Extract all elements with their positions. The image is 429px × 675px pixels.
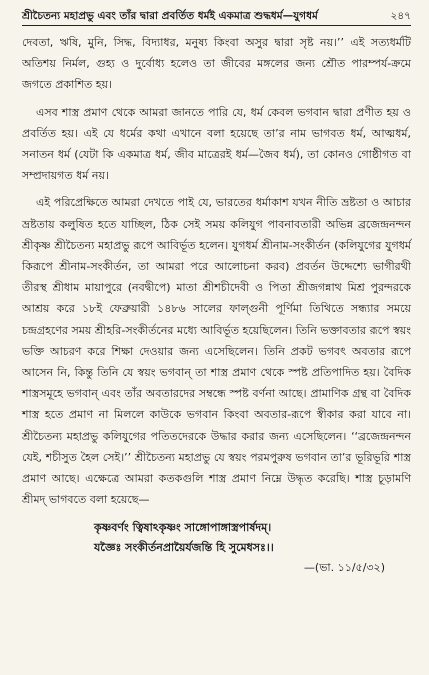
- chapter-title: শ্রীচৈতন্য মহাপ্রভু এবং তাঁর দ্বারা প্রবর্তিত ধর্মই একমাত্র শুদ্ধধর্ম—যুগধর্ম: [22, 10, 318, 22]
- running-header: [22, 8, 411, 24]
- paragraph-1: দেবতা, ঋষি, মুনি, সিদ্ধ, বিদ্যাধর, মনুষ্য কিংবা অসুর দ্বারা সৃষ্ট নয়।’’ এই সত্যধর্মটি অতিশয় নির্মল, গুহ্য ও দুর্বোধ্য হলেও তা জীবের মঙ্গলের জন্য শ্রৌত পারম্পর্য-ক্রমে জগতে প্রকাশিত হয়।: [22, 36, 411, 92]
- page-number: ২৪৭: [390, 10, 411, 22]
- paragraph-3: এই পরিপ্রেক্ষিতে আমরা দেখতে পাই যে, ভারতের ধর্মাকাশ যখন নীতি ভ্রষ্টতা ও আচার ভ্রষ্টতায় কলুষিত হতে যাচ্ছিল, ঠিক সেই সময় কলিযুগ পাবনাবতারী অভিন্ন ব্রজেন্দ্রনন্দন শ্রীকৃষ্ণ শ্রীচৈতন্য মহাপ্রভু রূপে আবির্ভূত হলেন। যুগধর্ম শ্রীনাম-সংকীর্তন (কলিযুগের যুগধর্ম কিরূপে শ্রীনাম-সংকীর্তন, তা আমরা পরে আলোচনা করব) প্রবর্তন উদ্দেশ্যে ভাগীরথী তীরস্থ শ্রীধাম মায়াপুরে (নবদ্বীপে) মাতা শ্রীশচীদেবী ও পিতা শ্রীজগন্নাথ মিশ্র পুরন্দরকে আশ্রয় করে ১৮ই ফেব্রুয়ারী ১৪৮৬ সালের ফাল্গুনী পূর্ণিমা তিথিতে সন্ধ্যার সময়ে চন্দ্রগ্রহণের সময় শ্রীহরি-সংকীর্তনের মধ্যে আবির্ভূত হয়েছিলেন। তিনি ভক্তাবতার রূপে স্বয়ং ভক্তি আচরণ করে শিক্ষা দেওয়ার জন্য এসেছিলেন। তিনি প্রকট ভগবৎ অবতার রূপে আসেন নি, কিন্তু তিনি যে স্বয়ং ভগবান্ তা শাস্ত্র প্রমাণ থেকে স্পষ্ট প্রতিপাদিত হয়। বৈদিক শাস্ত্রসমূহে ভগবান্ এবং তাঁর অবতারদের সম্বন্ধে স্পষ্ট বর্ণনা আছে। প্রামাণিক গ্রন্থ বা বৈদিক শাস্ত্র হতে প্রমাণ না মিললে কাউকে ভগবান কিংবা অবতার-রূপে স্বীকার করা যাবে না। শ্রীচৈতন্য মহাপ্রভু কলিযুগের পতিতদেরকে উদ্ধার করার জন্য এসেছিলেন। ‘‘ব্রজেন্দ্রনন্দন যেই, শচীসুত হৈল সেই।’’ শ্রীচৈতন্য মহাপ্রভু যে স্বয়ং পরমপুরুষ ভগবান তা’র ভূরিভূরি শাস্ত্র প্রমাণ আছে। এক্ষেত্রে আমরা কতকগুলি শাস্ত্র প্রমাণ নিম্নে উদ্ধৃত করেছি। শাস্ত্র চূড়ামণি শ্রীমদ্ ভাগবতে বলা হয়েছে—: [22, 196, 411, 507]
- verse-line-1: কৃষ্ণবর্ণং ত্বিষাঽকৃষ্ণং সাঙ্গোপাঙ্গাস্ত্রপার্ষদম্।: [94, 521, 272, 535]
- verse-reference: —(ভা. ১১/৫/৩২): [303, 561, 385, 575]
- sanskrit-verse: [22, 518, 411, 558]
- header-rule: [22, 25, 411, 26]
- paragraph-2: এসব শাস্ত্র প্রমাণ থেকে আমরা জানতে পারি যে, ধর্ম কেবল ভগবান দ্বারা প্রণীত হয় ও প্রবর্তিত হয়। এই যে ধর্মের কথা এখানে বলা হয়েছে তা’র নাম ভাগবত ধর্ম, আত্মধর্ম, সনাতন ধর্ম (যেটা কি একমাত্র ধর্ম, জীব মাত্রেরই ধর্ম—জৈব ধর্ম), তা কোনও গোষ্ঠীগত বা সম্প্রদায়গত ধর্ম নয়।: [22, 105, 411, 183]
- verse-line-2: যজ্ঞৈঃ সংকীর্তনপ্রায়ৈর্যজন্তি হি সুমেধসঃ।।: [94, 541, 274, 555]
